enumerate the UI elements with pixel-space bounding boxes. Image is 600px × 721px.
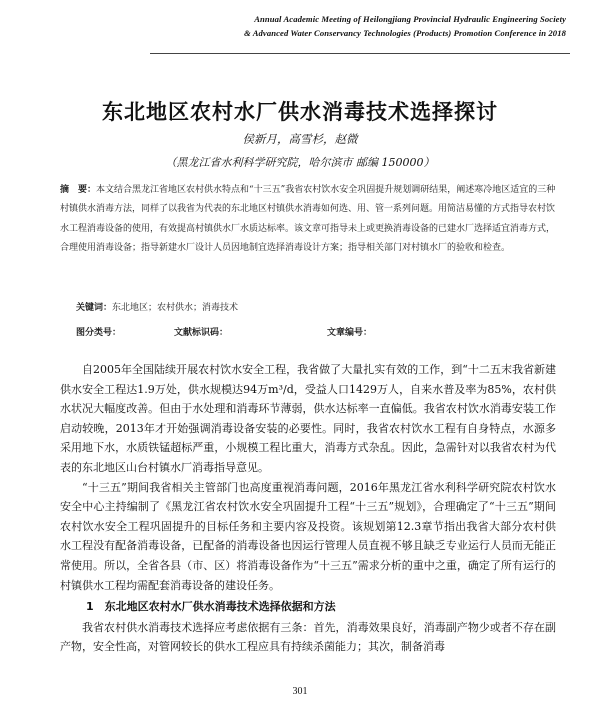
paragraph: “十三五”期间我省相关主管部门也高度重视消毒问题，2016年黑龙江省水利科学研究院农村饮水安全中心主持编制了《黑龙江省农村饮水安全巩固提升工程“十三五”规划》，合理确定了“十三五”期间农村饮水安全工程巩固提升的目标任务和主要内容及投资。该规划第12.3章节指出我省大部分农村供水工程没有配备消毒设备，已配备的消毒设备也因运行管理人员直视不够且缺乏专业运行人员而无能正常使用。所以，全省各县（市、区）将消毒设备作为“十三五”需求分析的重中之重，确定了所有运行的村镇供水工程均需配套消毒设备的建设任务。	[60, 480, 556, 592]
body-text	[60, 360, 556, 657]
header-rule	[150, 53, 570, 54]
page-number: 301	[292, 686, 308, 697]
keywords-text: 东北地区；农村供水；消毒技术	[112, 303, 239, 313]
abstract-text: 本文结合黑龙江省地区农村供水特点和“十三五”我省农村饮水安全巩固提升规划调研结果，阐述寒冷地区适宜的三种村镇供水消毒方法，同样了以我省为代表的东北地区村镇供水消毒如何选、用、管一系列问题。用简洁易懂的方式指导农村饮水工程消毒设备的使用，有效提高村镇供水厂水质达标率。该文章可指导未上或更换消毒设备的已建水厂选择适宜消毒方式，合理使用消毒设备；指导新建水厂设计人员因地制宜选择消毒设计方案；指导相关部门对村镇水厂的验收和检查。	[60, 185, 556, 254]
keywords	[76, 300, 238, 313]
header-line-2: & Advanced Water Conservancy Technologies (Products) Promotion Conference in 2018	[243, 28, 566, 38]
abstract	[60, 181, 556, 259]
doc-code-label: 文献标识码：	[174, 328, 229, 338]
abstract-label: 摘 要：	[60, 185, 97, 195]
paragraph: 自2005年全国陆续开展农村饮水安全工程，我省做了大量扎实有效的工作，到“十二五末我省新建供水安全工程达1.9万处，供水规模达94万m³/d，受益人口1429万人，自来水普及率为85%，农村供水状况大幅度改善。但由于水处理和消毒环节薄弱，供水达标率一直偏低。我省农村饮水消毒安装工作启动较晚，2013年才开始强调消毒设备安装的必要性。同时，我省农村饮水工程有自身特点，水源多采用地下水，水质铁锰超标严重，小规模工程比重大，消毒方式杂乱。因此，急需针对以我省农村为代表的东北地区山台村镇水厂消毒指导意见。	[60, 363, 556, 474]
clc-label: 图分类号：	[76, 328, 122, 338]
keywords-label: 关键词：	[76, 303, 113, 313]
header-line-1: Annual Academic Meeting of Heilongjiang Provincial Hydraulic Engineering Society	[254, 14, 566, 24]
paragraph: 我省农村供水消毒技术选择应考虑依据有三条：首先，消毒效果良好，消毒副产物少或者不存在副产物，安全性高，对管网较长的供水工程应具有持续杀菌能力；其次，制备消毒	[60, 620, 556, 654]
article-number-label: 文章编号：	[327, 328, 373, 338]
running-header	[244, 12, 566, 40]
section-heading: 1 东北地区农村水厂供水消毒技术选择依据和方法	[86, 600, 336, 614]
author-list: 侯新月，高雪杉，赵微	[242, 132, 358, 146]
paper-title: 东北地区农村水厂供水消毒技术选择探讨	[102, 100, 498, 124]
affiliation: （黑龙江省水利科学研究院，哈尔滨市 邮编 150000）	[165, 156, 435, 169]
